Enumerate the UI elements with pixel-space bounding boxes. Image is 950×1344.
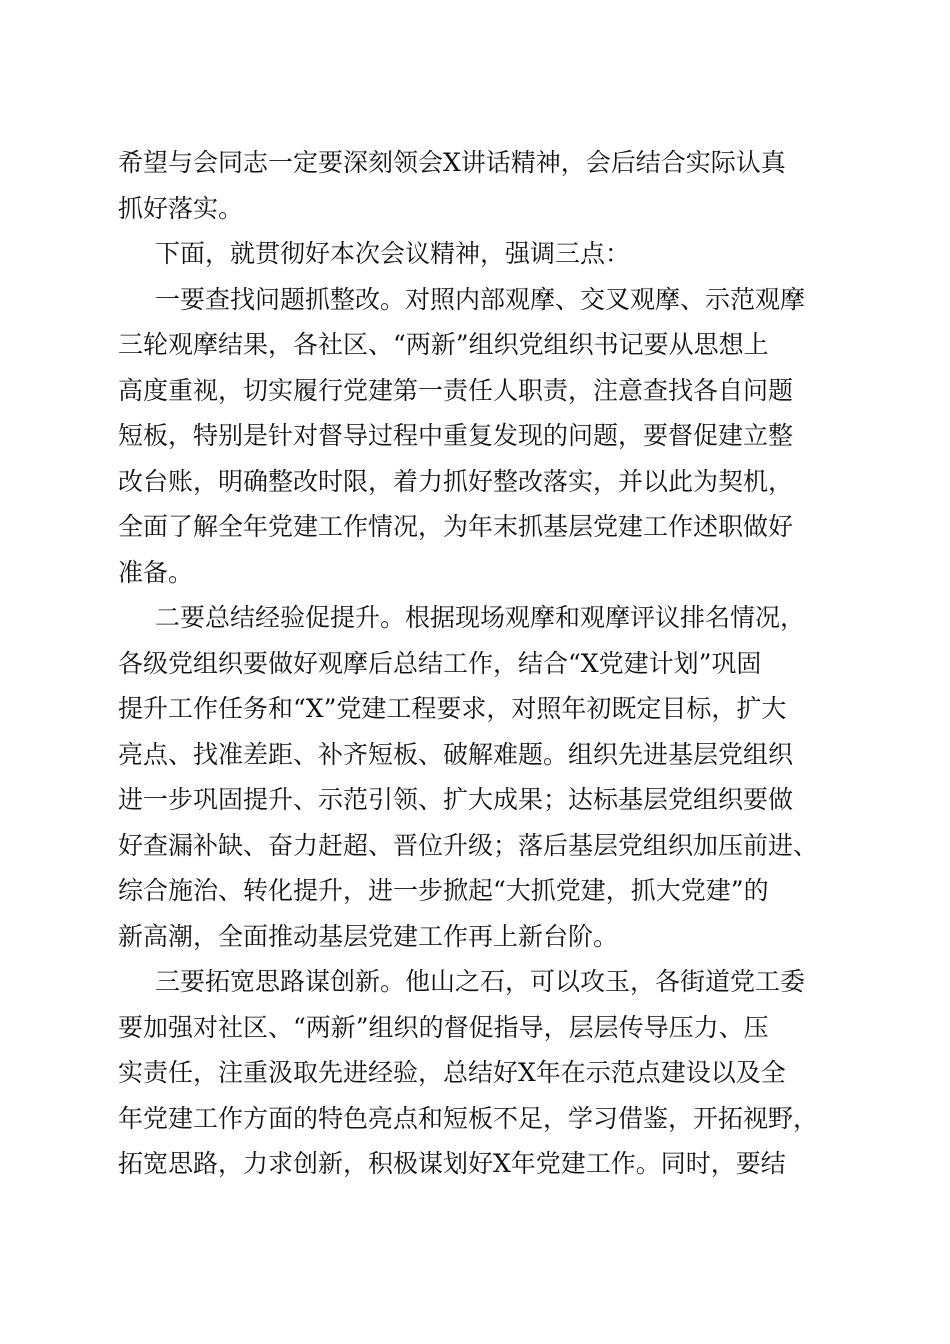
text-line: 好查漏补缺、奋力赶超、晋位升级；落后基层党组织加压前进、 — [118, 830, 819, 860]
paragraph-first-line: 一要查找问题抓整改。对照内部观摩、交叉观摩、示范观摩 — [155, 284, 806, 314]
text-line: 要加强对社区、“两新”组织的督促指导，层层传导压力、压 — [118, 1012, 769, 1042]
text-line: 希望与会同志一定要深刻领会X讲话精神，会后结合实际认真 — [118, 148, 786, 177]
text-line: 提升工作任务和“X”党建工程要求，对照年初既定目标，扩大 — [118, 694, 787, 723]
text-line: 高度重视，切实履行党建第一责任人职责，注意查找各自问题 — [118, 375, 794, 405]
text-line: 抓好落实。 — [118, 193, 244, 223]
text-line: 改台账，明确整改时限，着力抓好整改落实，并以此为契机， — [118, 466, 794, 496]
text-line: 准备。 — [118, 557, 194, 587]
body-text — [118, 140, 834, 1187]
text-line: 拓宽思路，力求创新，积极谋划好X年党建工作。同时，要结 — [118, 1149, 786, 1178]
text-line: 综合施治、转化提升，进一步掀起“大抓党建，抓大党建”的 — [118, 876, 769, 905]
text-line: 实责任，注重汲取先进经验，总结好X年在示范点建设以及全 — [118, 1058, 786, 1087]
text-line: 各级党组织要做好观摩后总结工作，结合“X党建计划”巩固 — [118, 648, 762, 678]
text-line: 短板，特别是针对督导过程中重复发现的问题，要督促建立整 — [118, 421, 794, 450]
text-line: 进一步巩固提升、示范引领、扩大成果；达标基层党组织要做 — [118, 785, 794, 814]
text-line: 年党建工作方面的特色亮点和短板不足，学习借鉴，开拓视野， — [118, 1103, 819, 1133]
text-line: 亮点、找准差距、补齐短板、破解难题。组织先进基层党组织 — [118, 739, 794, 769]
paragraph-first-line: 下面，就贯彻好本次会议精神，强调三点： — [155, 239, 631, 268]
text-line: 三轮观摩结果，各社区、“两新”组织党组织书记要从思想上 — [118, 330, 769, 359]
text-line: 新高潮，全面推动基层党建工作再上新台阶。 — [118, 921, 619, 951]
text-line: 全面了解全年党建工作情况，为年末抓基层党建工作述职做好 — [118, 512, 794, 541]
paragraph-first-line: 二要总结经验促提升。根据现场观摩和观摩评议排名情况， — [155, 603, 806, 632]
paragraph-first-line: 三要拓宽思路谋创新。他山之石，可以攻玉，各街道党工委 — [155, 967, 806, 996]
